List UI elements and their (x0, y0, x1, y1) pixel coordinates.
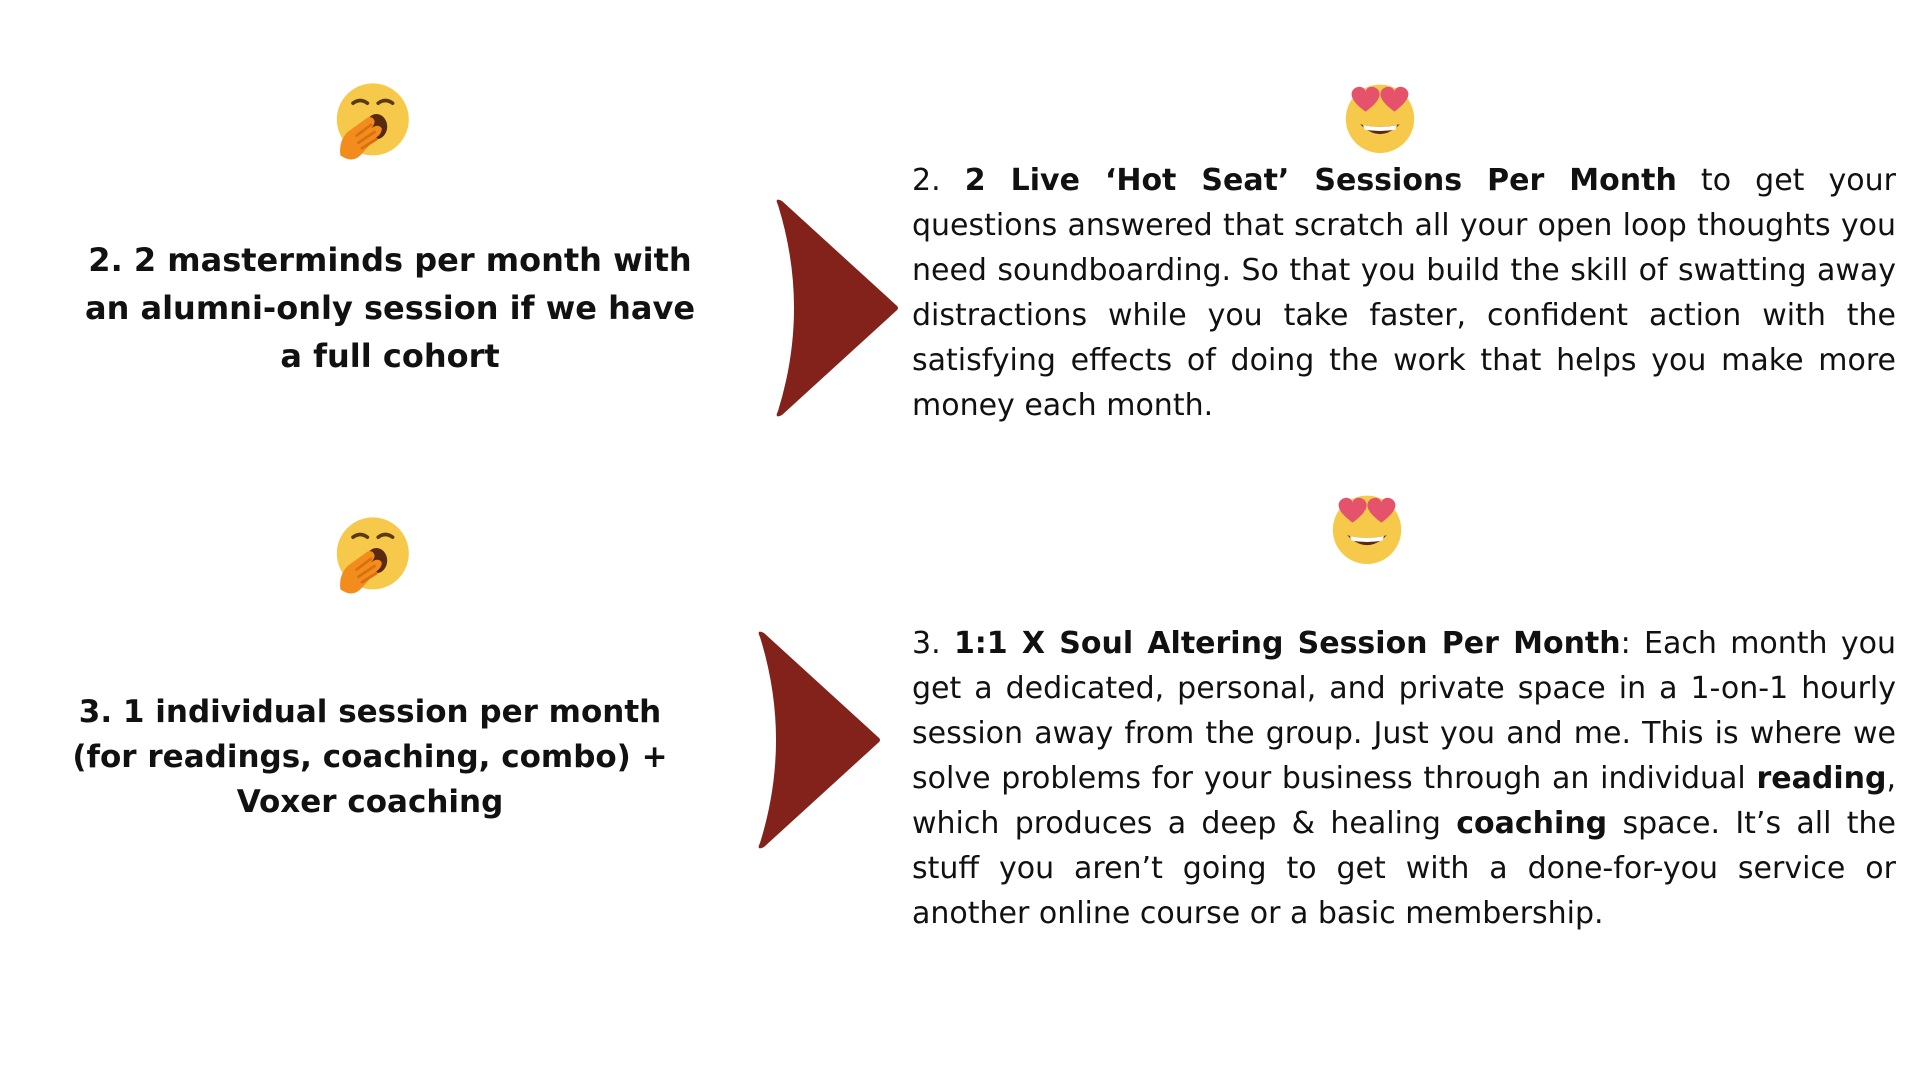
left-feature-text: 3. 1 individual session per month (for readings, coaching, combo) + Voxer coaching (72, 694, 668, 820)
right-feature-paragraph (912, 158, 1896, 428)
emphasis-reading: reading (1756, 761, 1887, 796)
yawning-face-icon (326, 512, 416, 602)
item-number: 2. (912, 163, 965, 198)
left-feature-text: 2. 2 masterminds per month with an alumni-only session if we have a full cohort (84, 241, 696, 375)
feature-description-part-3: space. It’s all the stuff you aren’t going to get with a done-for-you service or another online course or a basic membership. (912, 806, 1896, 931)
arrow-right-icon (770, 193, 900, 423)
heart-eyes-face-icon (1335, 72, 1425, 162)
feature-description-part-2: , which produces a deep & healing (912, 761, 1896, 841)
heart-eyes-face-icon (1322, 483, 1412, 573)
feature-description-part-1: : Each month you get a dedicated, personal, and private space in a 1-on-1 hourly session away from the group. Just you and me. This is where we solve problems for your business through an individual (912, 626, 1896, 796)
right-feature-paragraph (912, 621, 1896, 936)
feature-title: 2 Live ‘Hot Seat’ Sessions Per Month (964, 163, 1677, 198)
feature-description: to get your questions answered that scratch all your open loop thoughts you need soundboarding. So that you build the skill of swatting away distractions while you take faster, confident action with the satisfying effects of doing the work that helps you make more money each month. (912, 163, 1896, 423)
yawning-face-icon (326, 78, 416, 168)
feature-title: 1:1 X Soul Altering Session Per Month (953, 626, 1621, 661)
item-number: 3. (912, 626, 954, 661)
arrow-right-icon (752, 625, 882, 855)
emphasis-coaching: coaching (1456, 806, 1608, 841)
